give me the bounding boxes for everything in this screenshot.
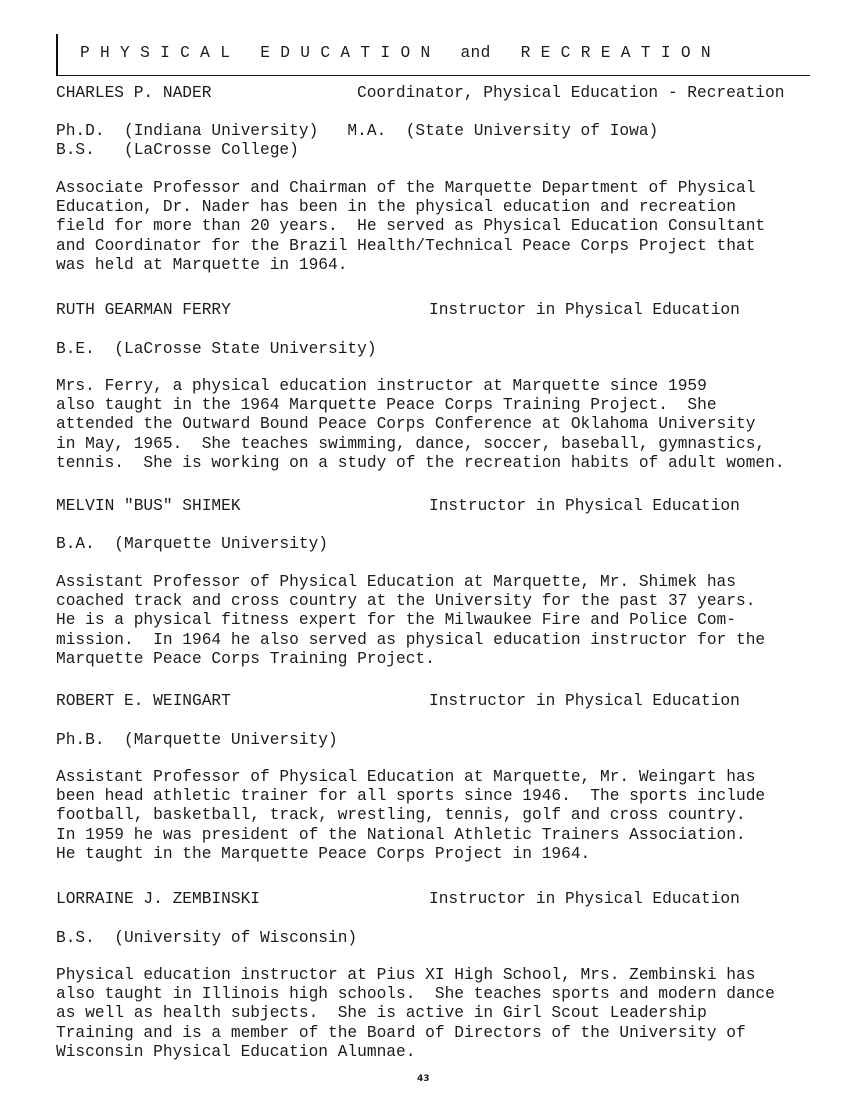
header-vertical-bar <box>56 34 58 76</box>
staff-degree: Ph.D. (Indiana University) M.A. (State University of Iowa) <box>56 122 659 140</box>
page-title: P H Y S I C A L E D U C A T I O N and R E C R E A T I O N <box>80 44 711 62</box>
staff-degree: B.E. (LaCrosse State University) <box>56 340 377 358</box>
staff-degree: B.S. (University of Wisconsin) <box>56 929 358 947</box>
staff-bio <box>56 573 765 669</box>
bio-line: as well as health subjects. She is active in Girl Scout Leadership <box>56 1004 707 1023</box>
bio-line: In 1959 he was president of the National Athletic Trainers Association. <box>56 825 746 844</box>
bio-line: He is a physical fitness expert for the Milwaukee Fire and Police Com- <box>56 611 736 630</box>
bio-line: Wisconsin Physical Education Alumnae. <box>56 1042 416 1061</box>
bio-line: in May, 1965. She teaches swimming, dance, soccer, baseball, gymnastics, <box>56 434 766 453</box>
staff-bio <box>56 377 785 473</box>
staff-name: RUTH GEARMAN FERRY <box>56 301 231 319</box>
staff-name: ROBERT E. WEINGART <box>56 692 231 710</box>
bio-line: coached track and cross country at the University for the past 37 years. <box>56 592 756 611</box>
staff-name: CHARLES P. NADER <box>56 84 212 102</box>
bio-line: Mrs. Ferry, a physical education instructor at Marquette since 1959 <box>56 377 707 395</box>
staff-title: Coordinator, Physical Education - Recreation <box>357 84 785 102</box>
staff-title: Instructor in Physical Education <box>429 301 740 319</box>
bio-line: also taught in the 1964 Marquette Peace Corps Training Project. She <box>56 396 717 415</box>
bio-line: Physical education instructor at Pius XI High School, Mrs. Zembinski has <box>56 966 756 984</box>
bio-line: football, basketball, track, wrestling, tennis, golf and cross country. <box>56 806 746 825</box>
bio-line: was held at Marquette in 1964. <box>56 255 348 274</box>
bio-line: and Coordinator for the Brazil Health/Technical Peace Corps Project that <box>56 236 756 255</box>
bio-line: Assistant Professor of Physical Education at Marquette, Mr. Weingart has <box>56 768 756 786</box>
staff-degree: Ph.B. (Marquette University) <box>56 731 338 749</box>
staff-title: Instructor in Physical Education <box>429 692 740 710</box>
bio-line: Marquette Peace Corps Training Project. <box>56 649 435 668</box>
bio-line: tennis. She is working on a study of the recreation habits of adult women. <box>56 453 785 472</box>
staff-name: MELVIN "BUS" SHIMEK <box>56 497 241 515</box>
bio-line: Education, Dr. Nader has been in the physical education and recreation <box>56 198 736 217</box>
bio-line: Associate Professor and Chairman of the Marquette Department of Physical <box>56 179 756 197</box>
bio-line: mission. In 1964 he also served as physical education instructor for the <box>56 630 766 649</box>
bio-line: He taught in the Marquette Peace Corps Project in 1964. <box>56 844 591 863</box>
staff-bio <box>56 768 765 864</box>
staff-title: Instructor in Physical Education <box>429 497 740 515</box>
bio-line: also taught in Illinois high schools. She teaches sports and modern dance <box>56 985 775 1004</box>
bio-line: Training and is a member of the Board of Directors of the University of <box>56 1023 746 1042</box>
staff-bio <box>56 966 775 1062</box>
bio-line: attended the Outward Bound Peace Corps Conference at Oklahoma University <box>56 415 756 434</box>
bio-line: field for more than 20 years. He served as Physical Education Consultant <box>56 217 766 236</box>
staff-bio <box>56 179 765 275</box>
page-number: 43 <box>417 1074 430 1084</box>
staff-name: LORRAINE J. ZEMBINSKI <box>56 890 260 908</box>
bio-line: Assistant Professor of Physical Education at Marquette, Mr. Shimek has <box>56 573 736 591</box>
bio-line: been head athletic trainer for all sports since 1946. The sports include <box>56 787 766 806</box>
header-rule <box>56 75 810 76</box>
staff-degree: B.A. (Marquette University) <box>56 535 328 553</box>
staff-degree: B.S. (LaCrosse College) <box>56 141 299 159</box>
staff-title: Instructor in Physical Education <box>429 890 740 908</box>
